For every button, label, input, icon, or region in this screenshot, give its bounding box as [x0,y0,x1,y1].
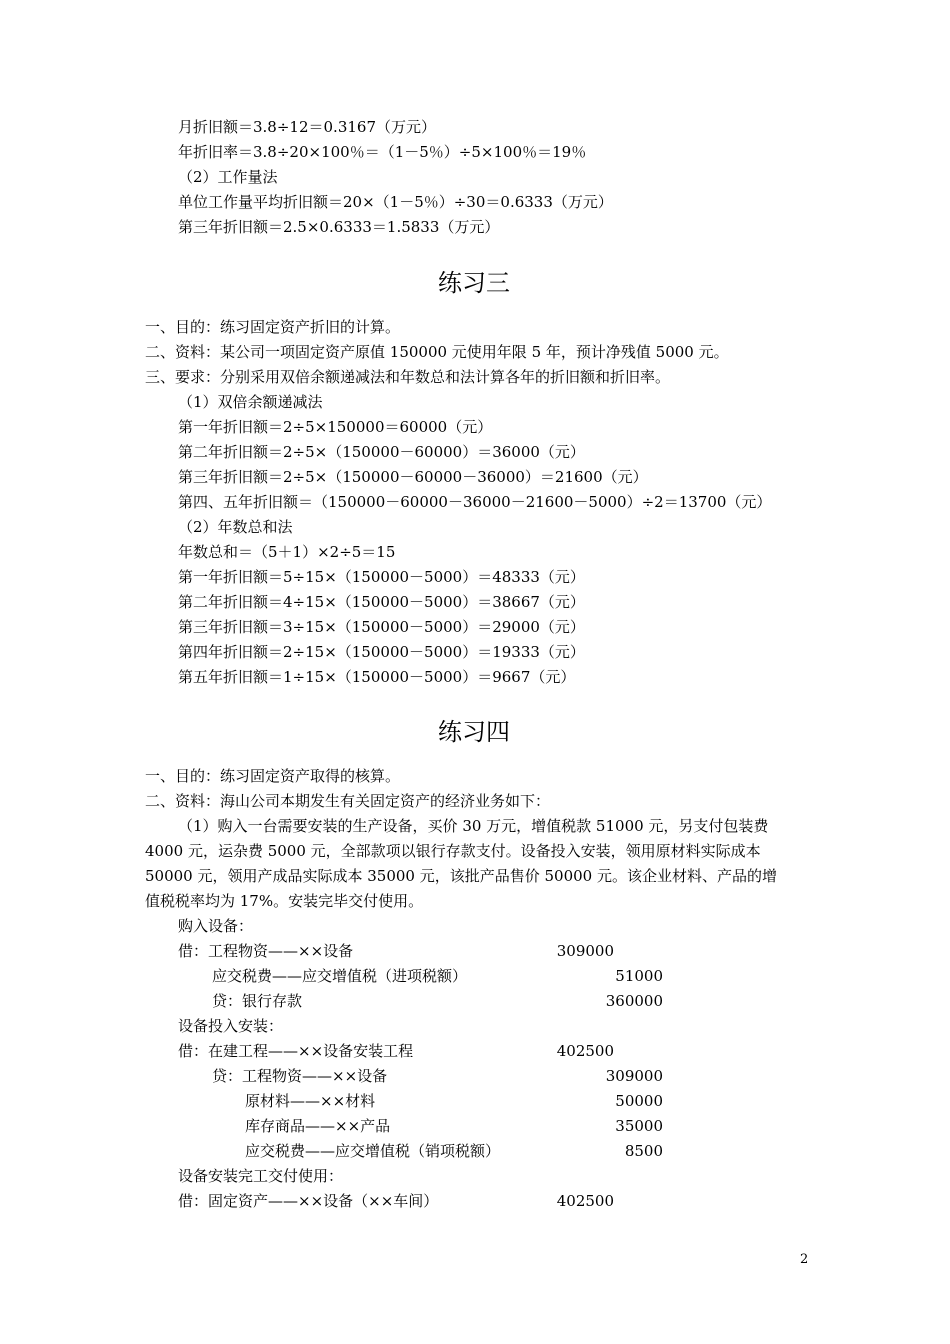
text-line: 一、目的：练习固定资产折旧的计算。 [145,318,401,336]
text-line: 年数总和＝（5＋1）×2÷5＝15 [178,543,396,561]
text-line: 二、资料：海山公司本期发生有关固定资产的经济业务如下： [145,792,551,810]
text-line: （2）年数总和法 [178,518,293,536]
entry-amount: 309000 [605,1067,663,1085]
entry-amount: 35000 [615,1117,663,1135]
entry-line: 应交税费——应交增值税（销项税额） [245,1142,501,1160]
text-line: 三、要求：分别采用双倍余额递减法和年数总和法计算各年的折旧额和折旧率。 [145,368,671,386]
text-line: 一、目的：练习固定资产取得的核算。 [145,767,401,785]
section-title-ex4: 练习四 [438,718,510,746]
entry-amount: 309000 [556,942,614,960]
entry-line: 应交税费——应交增值税（进项税额） [212,967,468,985]
text-line: 第五年折旧额＝1÷15×（150000－5000）＝9667（元） [178,668,576,686]
paragraph-line: 4000 元，运杂费 5000 元，全部款项以银行存款支付。设备投入安装，领用原材料实际成本 [145,842,761,860]
text-line: 第四、五年折旧额＝（150000－60000－36000－21600－5000）÷2＝13700（元） [178,493,772,511]
entry-amount: 51000 [615,967,663,985]
text-line: 第三年折旧额＝2÷5×（150000－60000－36000）＝21600（元） [178,468,648,486]
entry-amount: 8500 [624,1142,663,1160]
entry-line: 库存商品——××产品 [245,1117,391,1135]
entry-line: 贷：工程物资——××设备 [212,1067,388,1085]
page-number: 2 [800,1252,809,1267]
text-line: 第一年折旧额＝2÷5×150000＝60000（元） [178,418,493,436]
entry-line: 借：工程物资——××设备 [178,942,354,960]
text-line: 第三年折旧额＝2.5×0.6333＝1.5833（万元） [178,218,500,236]
section-title-ex3: 练习三 [438,269,510,297]
text-line: （2）工作量法 [178,168,278,186]
text-line: 年折旧率＝3.8÷20×100％＝（1－5％）÷5×100％＝19％ [178,143,587,161]
entry-amount: 402500 [556,1042,614,1060]
text-line: 第二年折旧额＝2÷5×（150000－60000）＝36000（元） [178,443,585,461]
entry-line: 借：固定资产——××设备（××车间） [178,1192,439,1210]
entry-amount: 50000 [615,1092,663,1110]
entry-heading: 设备投入安装： [178,1017,284,1035]
paragraph-line: （1）购入一台需要安装的生产设备，买价 30 万元，增值税款 51000 元，另支付包装费 [178,817,769,835]
entry-line: 原材料——××材料 [245,1092,376,1110]
text-line: 第一年折旧额＝5÷15×（150000－5000）＝48333（元） [178,568,585,586]
text-line: 单位工作量平均折旧额＝20×（1－5％）÷30＝0.6333（万元） [178,193,613,211]
entry-heading: 购入设备： [178,917,254,935]
paragraph-line: 50000 元，领用产成品实际成本 35000 元，该批产品售价 50000 元。该企业材料、产品的增 [145,867,777,885]
entry-line: 贷：银行存款 [212,992,303,1010]
text-line: 第三年折旧额＝3÷15×（150000－5000）＝29000（元） [178,618,585,636]
text-line: 第四年折旧额＝2÷15×（150000－5000）＝19333（元） [178,643,585,661]
text-line: 二、资料：某公司一项固定资产原值 150000 元使用年限 5 年，预计净残值 5000 元。 [145,343,729,361]
paragraph-line: 值税税率均为 17%。安装完毕交付使用。 [145,892,424,910]
entry-amount: 402500 [556,1192,614,1210]
entry-amount: 360000 [605,992,663,1010]
entry-heading: 设备安装完工交付使用： [178,1167,344,1185]
entry-line: 借：在建工程——××设备安装工程 [178,1042,414,1060]
text-line: 第二年折旧额＝4÷15×（150000－5000）＝38667（元） [178,593,585,611]
text-line: （1）双倍余额递减法 [178,393,323,411]
text-line: 月折旧额＝3.8÷12＝0.3167（万元） [178,118,436,136]
